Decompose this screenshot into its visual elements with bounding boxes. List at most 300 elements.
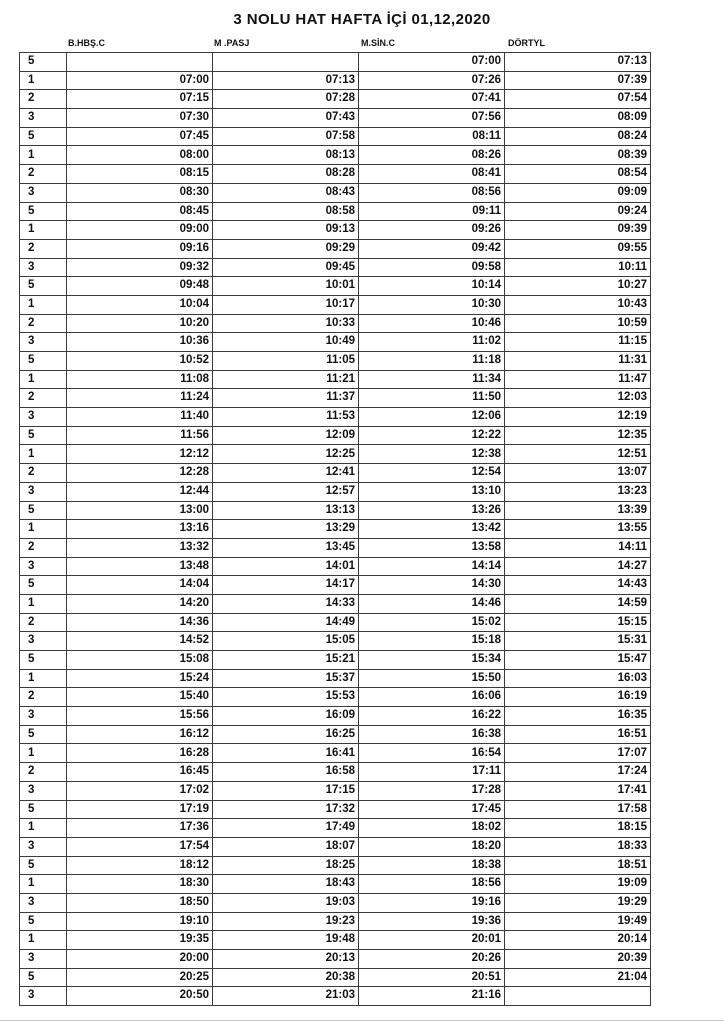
- time-cell: 11:34: [359, 370, 505, 389]
- column-header-m-pasj: M .PASJ: [214, 38, 250, 48]
- page-bottom-rule: [0, 1020, 724, 1021]
- table-row: [20, 538, 651, 557]
- bus-number-cell: 3: [20, 258, 67, 277]
- bus-number-cell: 3: [20, 893, 67, 912]
- time-cell: 13:58: [359, 538, 505, 557]
- time-cell: 11:02: [359, 333, 505, 352]
- time-cell: 14:36: [67, 613, 213, 632]
- table-row: [20, 632, 651, 651]
- time-cell: 09:13: [213, 221, 359, 240]
- time-cell: 18:02: [359, 819, 505, 838]
- table-row: [20, 875, 651, 894]
- time-cell: 09:09: [505, 183, 651, 202]
- table-row: [20, 445, 651, 464]
- table-row: [20, 183, 651, 202]
- time-cell: 08:56: [359, 183, 505, 202]
- table-row: [20, 90, 651, 109]
- time-cell: 12:44: [67, 482, 213, 501]
- bus-number-cell: 2: [20, 613, 67, 632]
- time-cell: 12:41: [213, 464, 359, 483]
- column-header-dortyl: DÖRTYL: [508, 38, 545, 48]
- time-cell: 12:35: [505, 426, 651, 445]
- table-row: [20, 71, 651, 90]
- time-cell: 08:28: [213, 165, 359, 184]
- time-cell: 17:28: [359, 781, 505, 800]
- time-cell: 11:05: [213, 352, 359, 371]
- time-cell: 18:07: [213, 837, 359, 856]
- table-row: [20, 576, 651, 595]
- time-cell: 21:16: [359, 987, 505, 1006]
- time-cell: 10:33: [213, 314, 359, 333]
- time-cell: 16:45: [67, 763, 213, 782]
- time-cell: 13:23: [505, 482, 651, 501]
- time-cell: 17:19: [67, 800, 213, 819]
- time-cell: 18:33: [505, 837, 651, 856]
- bus-number-cell: 1: [20, 370, 67, 389]
- table-row: [20, 146, 651, 165]
- time-cell: 08:58: [213, 202, 359, 221]
- time-cell: 09:29: [213, 239, 359, 258]
- time-cell: 19:35: [67, 931, 213, 950]
- schedule-table: [19, 52, 651, 1006]
- time-cell: 13:13: [213, 501, 359, 520]
- time-cell: 17:54: [67, 837, 213, 856]
- bus-number-cell: 3: [20, 109, 67, 128]
- time-cell: 16:58: [213, 763, 359, 782]
- time-cell: 16:41: [213, 744, 359, 763]
- time-cell: 19:29: [505, 893, 651, 912]
- time-cell: 11:47: [505, 370, 651, 389]
- table-row: [20, 893, 651, 912]
- time-cell: 14:20: [67, 594, 213, 613]
- bus-number-cell: 5: [20, 968, 67, 987]
- time-cell: 14:49: [213, 613, 359, 632]
- time-cell: 16:03: [505, 669, 651, 688]
- time-cell: 16:38: [359, 725, 505, 744]
- table-row: [20, 277, 651, 296]
- table-row: [20, 352, 651, 371]
- time-cell: 16:51: [505, 725, 651, 744]
- bus-number-cell: 1: [20, 71, 67, 90]
- table-row: [20, 763, 651, 782]
- table-row: [20, 501, 651, 520]
- time-cell: 10:20: [67, 314, 213, 333]
- bus-number-cell: 2: [20, 538, 67, 557]
- table-row: [20, 221, 651, 240]
- time-cell: 07:45: [67, 127, 213, 146]
- time-cell: 08:39: [505, 146, 651, 165]
- time-cell: 10:11: [505, 258, 651, 277]
- table-row: [20, 594, 651, 613]
- time-cell: 16:09: [213, 707, 359, 726]
- time-cell: 12:22: [359, 426, 505, 445]
- bus-number-cell: 2: [20, 239, 67, 258]
- time-cell: 10:43: [505, 295, 651, 314]
- time-cell: 17:15: [213, 781, 359, 800]
- time-cell: 09:24: [505, 202, 651, 221]
- table-row: [20, 744, 651, 763]
- time-cell: 11:15: [505, 333, 651, 352]
- time-cell: 09:45: [213, 258, 359, 277]
- table-row: [20, 725, 651, 744]
- time-cell: 13:26: [359, 501, 505, 520]
- table-row: [20, 968, 651, 987]
- time-cell: 10:14: [359, 277, 505, 296]
- time-cell: 10:46: [359, 314, 505, 333]
- table-row: [20, 482, 651, 501]
- bus-number-cell: 5: [20, 352, 67, 371]
- bus-number-cell: 5: [20, 426, 67, 445]
- time-cell: 12:25: [213, 445, 359, 464]
- time-cell: 17:07: [505, 744, 651, 763]
- table-row: [20, 464, 651, 483]
- table-row: [20, 931, 651, 950]
- time-cell: 12:03: [505, 389, 651, 408]
- bus-number-cell: 1: [20, 221, 67, 240]
- bus-number-cell: 1: [20, 875, 67, 894]
- table-row: [20, 333, 651, 352]
- table-row: [20, 426, 651, 445]
- time-cell: 11:24: [67, 389, 213, 408]
- time-cell: 16:35: [505, 707, 651, 726]
- time-cell: 13:10: [359, 482, 505, 501]
- time-cell: 13:16: [67, 520, 213, 539]
- time-cell: 18:56: [359, 875, 505, 894]
- time-cell: 13:29: [213, 520, 359, 539]
- time-cell: 13:48: [67, 557, 213, 576]
- time-cell: 11:08: [67, 370, 213, 389]
- time-cell: 07:13: [213, 71, 359, 90]
- table-row: [20, 856, 651, 875]
- time-cell: 19:10: [67, 912, 213, 931]
- time-cell: 20:01: [359, 931, 505, 950]
- bus-number-cell: 3: [20, 557, 67, 576]
- bus-number-cell: 5: [20, 501, 67, 520]
- time-cell: 09:00: [67, 221, 213, 240]
- time-cell: 10:17: [213, 295, 359, 314]
- time-cell: 17:32: [213, 800, 359, 819]
- time-cell: 11:37: [213, 389, 359, 408]
- time-cell: 16:19: [505, 688, 651, 707]
- time-cell: 14:14: [359, 557, 505, 576]
- time-cell: 17:58: [505, 800, 651, 819]
- bus-number-cell: 1: [20, 931, 67, 950]
- bus-number-cell: 1: [20, 819, 67, 838]
- table-row: [20, 557, 651, 576]
- time-cell: 20:00: [67, 950, 213, 969]
- time-cell: 13:42: [359, 520, 505, 539]
- time-cell: 12:19: [505, 408, 651, 427]
- bus-number-cell: 5: [20, 277, 67, 296]
- time-cell: 17:45: [359, 800, 505, 819]
- time-cell: 12:06: [359, 408, 505, 427]
- time-cell: 17:49: [213, 819, 359, 838]
- time-cell: 09:26: [359, 221, 505, 240]
- table-row: [20, 109, 651, 128]
- bus-number-cell: 3: [20, 183, 67, 202]
- time-cell: 13:32: [67, 538, 213, 557]
- time-cell: 14:27: [505, 557, 651, 576]
- time-cell: 13:45: [213, 538, 359, 557]
- bus-number-cell: 1: [20, 669, 67, 688]
- time-cell: 08:30: [67, 183, 213, 202]
- bus-number-cell: 1: [20, 146, 67, 165]
- time-cell: 12:28: [67, 464, 213, 483]
- time-cell: 08:13: [213, 146, 359, 165]
- bus-number-cell: 3: [20, 707, 67, 726]
- time-cell: 18:38: [359, 856, 505, 875]
- page-title: 3 NOLU HAT HAFTA İÇİ 01,12,2020: [233, 11, 491, 28]
- time-cell: 10:01: [213, 277, 359, 296]
- table-row: [20, 800, 651, 819]
- time-cell: 17:41: [505, 781, 651, 800]
- time-cell: 13:00: [67, 501, 213, 520]
- time-cell: 15:53: [213, 688, 359, 707]
- table-row: [20, 912, 651, 931]
- time-cell: 08:00: [67, 146, 213, 165]
- time-cell: 15:24: [67, 669, 213, 688]
- time-cell: 19:49: [505, 912, 651, 931]
- time-cell: 14:17: [213, 576, 359, 595]
- table-row: [20, 707, 651, 726]
- table-row: [20, 819, 651, 838]
- table-row: [20, 202, 651, 221]
- time-cell: 07:15: [67, 90, 213, 109]
- time-cell: 07:30: [67, 109, 213, 128]
- bus-number-cell: 3: [20, 987, 67, 1006]
- table-row: [20, 950, 651, 969]
- time-cell: 18:50: [67, 893, 213, 912]
- time-cell: 14:33: [213, 594, 359, 613]
- time-cell: 12:38: [359, 445, 505, 464]
- time-cell: 07:00: [359, 53, 505, 72]
- time-cell: 13:39: [505, 501, 651, 520]
- time-cell: 14:30: [359, 576, 505, 595]
- table-row: [20, 408, 651, 427]
- time-cell: 15:47: [505, 651, 651, 670]
- bus-number-cell: 3: [20, 408, 67, 427]
- bus-number-cell: 3: [20, 950, 67, 969]
- time-cell: 14:43: [505, 576, 651, 595]
- time-cell: 19:23: [213, 912, 359, 931]
- time-cell: 16:28: [67, 744, 213, 763]
- bus-number-cell: 5: [20, 856, 67, 875]
- bus-number-cell: 2: [20, 314, 67, 333]
- time-cell: 20:50: [67, 987, 213, 1006]
- time-cell: 11:21: [213, 370, 359, 389]
- time-cell: 20:13: [213, 950, 359, 969]
- time-cell: 17:02: [67, 781, 213, 800]
- bus-number-cell: 2: [20, 688, 67, 707]
- time-cell: 19:03: [213, 893, 359, 912]
- time-cell: 16:22: [359, 707, 505, 726]
- time-cell: 12:57: [213, 482, 359, 501]
- table-row: [20, 258, 651, 277]
- time-cell: 17:11: [359, 763, 505, 782]
- time-cell: 13:07: [505, 464, 651, 483]
- bus-number-cell: 5: [20, 53, 67, 72]
- time-cell: 08:11: [359, 127, 505, 146]
- column-header-m-sin-c: M.SİN.C: [361, 38, 396, 48]
- time-cell: 07:26: [359, 71, 505, 90]
- time-cell: 14:04: [67, 576, 213, 595]
- schedule-body: [20, 53, 651, 1006]
- time-cell: 08:41: [359, 165, 505, 184]
- time-cell: 16:12: [67, 725, 213, 744]
- time-cell: 09:58: [359, 258, 505, 277]
- time-cell: 18:15: [505, 819, 651, 838]
- time-cell: 07:43: [213, 109, 359, 128]
- bus-number-cell: 2: [20, 464, 67, 483]
- bus-number-cell: 1: [20, 744, 67, 763]
- time-cell: 09:32: [67, 258, 213, 277]
- time-cell: 18:25: [213, 856, 359, 875]
- bus-number-cell: 5: [20, 912, 67, 931]
- time-cell: 08:15: [67, 165, 213, 184]
- bus-number-cell: 1: [20, 520, 67, 539]
- bus-number-cell: 5: [20, 800, 67, 819]
- time-cell: 11:40: [67, 408, 213, 427]
- table-row: [20, 127, 651, 146]
- time-cell: 10:30: [359, 295, 505, 314]
- bus-number-cell: 5: [20, 725, 67, 744]
- time-cell: 10:04: [67, 295, 213, 314]
- time-cell: 09:39: [505, 221, 651, 240]
- time-cell: 15:18: [359, 632, 505, 651]
- time-cell: [213, 53, 359, 72]
- time-cell: 09:11: [359, 202, 505, 221]
- time-cell: 11:18: [359, 352, 505, 371]
- time-cell: 19:36: [359, 912, 505, 931]
- time-cell: 08:54: [505, 165, 651, 184]
- time-cell: 07:13: [505, 53, 651, 72]
- time-cell: 09:48: [67, 277, 213, 296]
- table-row: [20, 837, 651, 856]
- time-cell: 08:45: [67, 202, 213, 221]
- time-cell: 14:01: [213, 557, 359, 576]
- time-cell: 15:02: [359, 613, 505, 632]
- time-cell: 08:09: [505, 109, 651, 128]
- table-row: [20, 987, 651, 1006]
- table-row: [20, 613, 651, 632]
- time-cell: 08:26: [359, 146, 505, 165]
- time-cell: 15:05: [213, 632, 359, 651]
- bus-number-cell: 1: [20, 594, 67, 613]
- table-row: [20, 370, 651, 389]
- time-cell: 11:31: [505, 352, 651, 371]
- time-cell: 15:34: [359, 651, 505, 670]
- time-cell: 10:49: [213, 333, 359, 352]
- table-row: [20, 781, 651, 800]
- time-cell: 12:09: [213, 426, 359, 445]
- time-cell: 07:39: [505, 71, 651, 90]
- time-cell: 11:50: [359, 389, 505, 408]
- time-cell: 07:58: [213, 127, 359, 146]
- time-cell: 10:27: [505, 277, 651, 296]
- time-cell: 19:09: [505, 875, 651, 894]
- time-cell: 15:08: [67, 651, 213, 670]
- time-cell: 11:56: [67, 426, 213, 445]
- time-cell: 21:04: [505, 968, 651, 987]
- time-cell: 20:39: [505, 950, 651, 969]
- time-cell: 20:38: [213, 968, 359, 987]
- time-cell: 08:43: [213, 183, 359, 202]
- time-cell: 07:41: [359, 90, 505, 109]
- time-cell: 09:42: [359, 239, 505, 258]
- time-cell: 11:53: [213, 408, 359, 427]
- bus-number-cell: 2: [20, 389, 67, 408]
- time-cell: 17:24: [505, 763, 651, 782]
- time-cell: 20:25: [67, 968, 213, 987]
- time-cell: 15:40: [67, 688, 213, 707]
- time-cell: 12:12: [67, 445, 213, 464]
- time-cell: 10:52: [67, 352, 213, 371]
- time-cell: 19:48: [213, 931, 359, 950]
- bus-number-cell: 3: [20, 781, 67, 800]
- time-cell: 14:52: [67, 632, 213, 651]
- time-cell: 08:24: [505, 127, 651, 146]
- bus-number-cell: 5: [20, 127, 67, 146]
- time-cell: 20:14: [505, 931, 651, 950]
- time-cell: 07:28: [213, 90, 359, 109]
- column-header-b-hbs-c: B.HBŞ.C: [68, 38, 106, 48]
- time-cell: 07:54: [505, 90, 651, 109]
- time-cell: 10:59: [505, 314, 651, 333]
- time-cell: 18:20: [359, 837, 505, 856]
- bus-number-cell: 5: [20, 202, 67, 221]
- table-row: [20, 669, 651, 688]
- time-cell: 09:16: [67, 239, 213, 258]
- bus-number-cell: 5: [20, 576, 67, 595]
- time-cell: 07:00: [67, 71, 213, 90]
- table-row: [20, 651, 651, 670]
- time-cell: 15:50: [359, 669, 505, 688]
- time-cell: 15:21: [213, 651, 359, 670]
- table-row: [20, 165, 651, 184]
- time-cell: 14:46: [359, 594, 505, 613]
- time-cell: 07:56: [359, 109, 505, 128]
- time-cell: 10:36: [67, 333, 213, 352]
- time-cell: 09:55: [505, 239, 651, 258]
- table-row: [20, 295, 651, 314]
- bus-number-cell: 1: [20, 445, 67, 464]
- time-cell: 18:51: [505, 856, 651, 875]
- time-cell: [67, 53, 213, 72]
- time-cell: 13:55: [505, 520, 651, 539]
- time-cell: 18:30: [67, 875, 213, 894]
- time-cell: 14:59: [505, 594, 651, 613]
- table-row: [20, 389, 651, 408]
- bus-number-cell: 3: [20, 632, 67, 651]
- time-cell: 16:06: [359, 688, 505, 707]
- bus-number-cell: 2: [20, 90, 67, 109]
- bus-number-cell: 3: [20, 333, 67, 352]
- time-cell: 15:31: [505, 632, 651, 651]
- bus-number-cell: 2: [20, 165, 67, 184]
- time-cell: 14:11: [505, 538, 651, 557]
- time-cell: 21:03: [213, 987, 359, 1006]
- bus-number-cell: 5: [20, 651, 67, 670]
- table-row: [20, 520, 651, 539]
- time-cell: 15:56: [67, 707, 213, 726]
- time-cell: 12:54: [359, 464, 505, 483]
- time-cell: 15:37: [213, 669, 359, 688]
- time-cell: 12:51: [505, 445, 651, 464]
- bus-number-cell: 3: [20, 482, 67, 501]
- time-cell: 18:43: [213, 875, 359, 894]
- time-cell: 20:51: [359, 968, 505, 987]
- time-cell: 20:26: [359, 950, 505, 969]
